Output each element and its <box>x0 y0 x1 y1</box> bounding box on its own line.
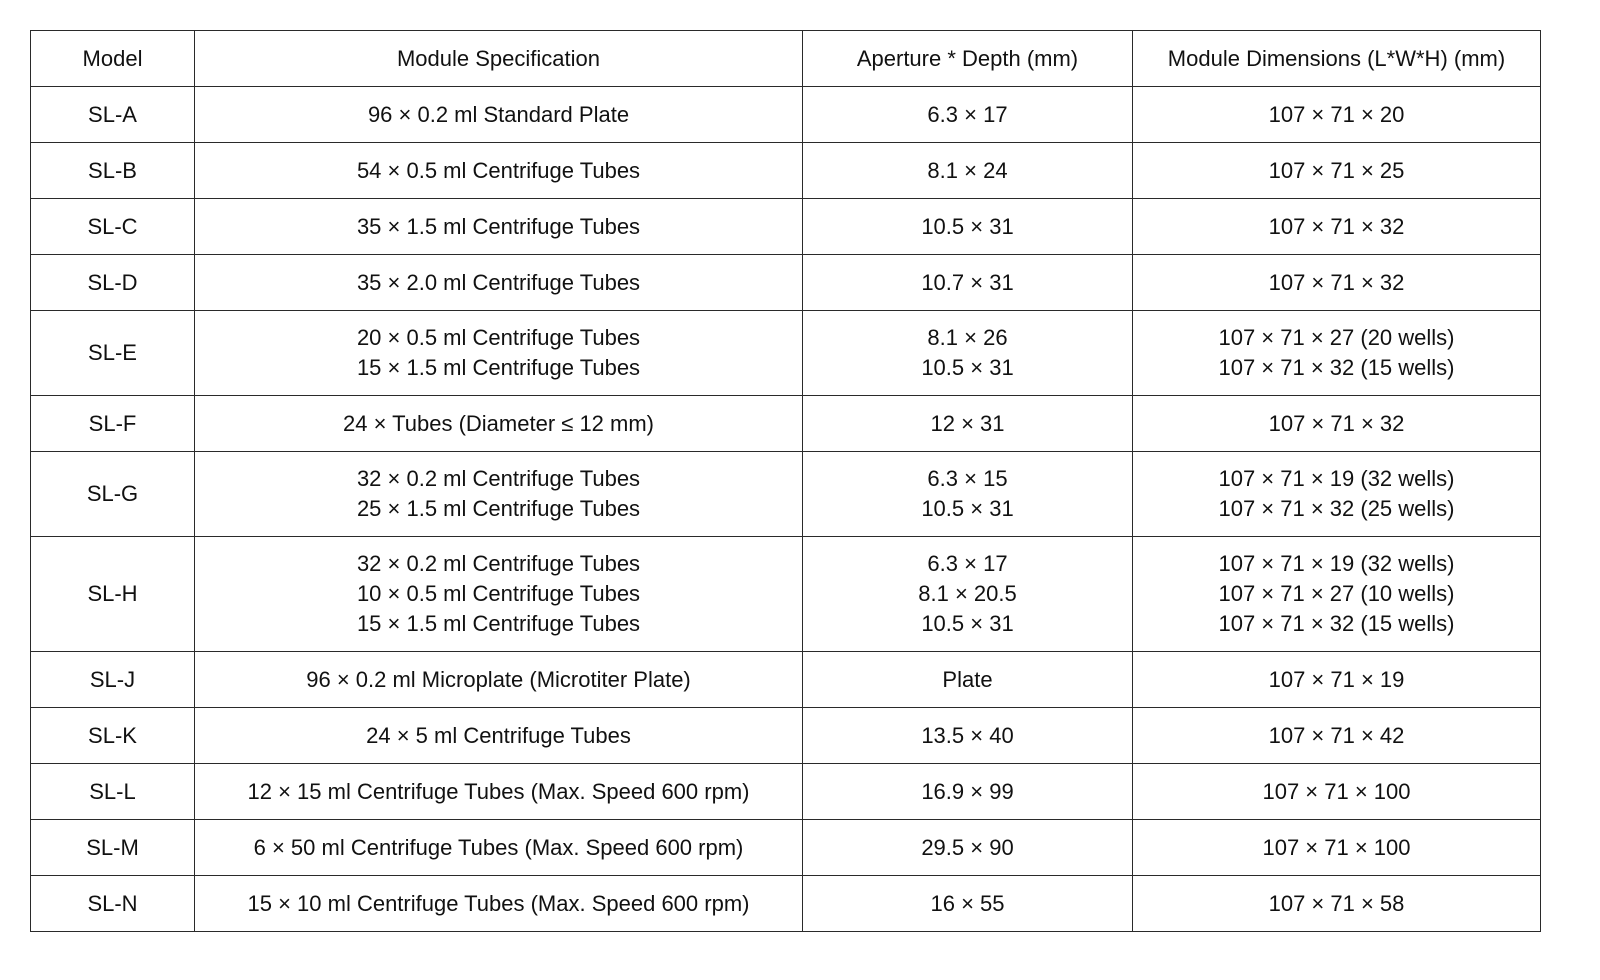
cell-model: SL-N <box>31 876 195 932</box>
cell-spec <box>195 255 803 311</box>
cell-aperture-line: 10.5 × 31 <box>921 496 1014 521</box>
header-spec: Module Specification <box>195 31 803 87</box>
cell-model: SL-A <box>31 87 195 143</box>
cell-dimensions-line: 107 × 71 × 32 <box>1268 410 1405 436</box>
cell-spec <box>195 708 803 764</box>
header-model: Model <box>31 31 195 87</box>
cell-aperture <box>803 820 1133 876</box>
cell-dimensions <box>1133 820 1541 876</box>
cell-spec-line: 15 × 1.5 ml Centrifuge Tubes <box>356 355 641 380</box>
cell-dimensions-line: 107 × 71 × 32 (25 wells) <box>1218 496 1455 521</box>
cell-aperture-line: 16.9 × 99 <box>921 778 1014 804</box>
cell-model: SL-D <box>31 255 195 311</box>
table-row <box>31 311 1541 396</box>
cell-aperture-line: 10.7 × 31 <box>921 269 1014 295</box>
cell-dimensions-line: 107 × 71 × 19 (32 wells) <box>1218 466 1455 491</box>
cell-spec <box>195 311 803 396</box>
cell-dimensions-line: 107 × 71 × 32 <box>1268 213 1405 239</box>
cell-spec-line: 96 × 0.2 ml Microplate (Microtiter Plate) <box>306 666 691 692</box>
cell-dimensions-line: 107 × 71 × 58 <box>1268 890 1405 916</box>
cell-dimensions <box>1133 396 1541 452</box>
table-row <box>31 452 1541 537</box>
cell-spec-line: 15 × 10 ml Centrifuge Tubes (Max. Speed 600 rpm) <box>247 890 750 916</box>
module-spec-table <box>30 30 1541 932</box>
table-row <box>31 708 1541 764</box>
cell-spec <box>195 452 803 537</box>
cell-spec-line: 6 × 50 ml Centrifuge Tubes (Max. Speed 600 rpm) <box>253 834 744 860</box>
cell-model: SL-B <box>31 143 195 199</box>
cell-spec <box>195 876 803 932</box>
cell-aperture-line: 13.5 × 40 <box>921 722 1014 748</box>
cell-aperture <box>803 537 1133 652</box>
cell-spec <box>195 764 803 820</box>
cell-model: SL-M <box>31 820 195 876</box>
cell-dimensions-line: 107 × 71 × 42 <box>1268 722 1405 748</box>
cell-aperture <box>803 396 1133 452</box>
table-row <box>31 876 1541 932</box>
cell-dimensions-line: 107 × 71 × 100 <box>1262 834 1411 860</box>
table-row <box>31 396 1541 452</box>
cell-aperture <box>803 143 1133 199</box>
cell-aperture <box>803 876 1133 932</box>
cell-dimensions-line: 107 × 71 × 32 (15 wells) <box>1218 355 1455 380</box>
cell-aperture <box>803 452 1133 537</box>
cell-aperture-line: 8.1 × 20.5 <box>918 581 1017 606</box>
cell-dimensions <box>1133 255 1541 311</box>
table-row <box>31 537 1541 652</box>
table-row <box>31 87 1541 143</box>
cell-dimensions <box>1133 537 1541 652</box>
cell-aperture-line: 10.5 × 31 <box>921 611 1014 636</box>
cell-aperture-line: 8.1 × 26 <box>927 325 1008 350</box>
cell-spec-line: 15 × 1.5 ml Centrifuge Tubes <box>356 611 641 636</box>
cell-spec-line: 25 × 1.5 ml Centrifuge Tubes <box>356 496 641 521</box>
header-dimensions: Module Dimensions (L*W*H) (mm) <box>1133 31 1541 87</box>
cell-aperture <box>803 255 1133 311</box>
cell-aperture-line: 10.5 × 31 <box>921 213 1014 239</box>
cell-dimensions <box>1133 311 1541 396</box>
cell-aperture-line: 8.1 × 24 <box>927 157 1008 183</box>
cell-model: SL-G <box>31 452 195 537</box>
cell-aperture <box>803 708 1133 764</box>
cell-dimensions-line: 107 × 71 × 100 <box>1262 778 1411 804</box>
cell-aperture-line: Plate <box>942 666 993 692</box>
cell-dimensions <box>1133 652 1541 708</box>
cell-model: SL-E <box>31 311 195 396</box>
cell-spec <box>195 820 803 876</box>
cell-spec-line: 35 × 2.0 ml Centrifuge Tubes <box>356 269 641 295</box>
cell-dimensions-line: 107 × 71 × 32 (15 wells) <box>1218 611 1455 636</box>
cell-spec <box>195 537 803 652</box>
cell-dimensions-line: 107 × 71 × 27 (10 wells) <box>1218 581 1455 606</box>
table-row <box>31 199 1541 255</box>
cell-dimensions-line: 107 × 71 × 19 <box>1268 666 1405 692</box>
cell-model: SL-L <box>31 764 195 820</box>
header-aperture: Aperture * Depth (mm) <box>803 31 1133 87</box>
cell-spec-line: 54 × 0.5 ml Centrifuge Tubes <box>356 157 641 183</box>
cell-spec <box>195 143 803 199</box>
cell-dimensions <box>1133 876 1541 932</box>
table-header-row <box>31 31 1541 87</box>
table-row <box>31 255 1541 311</box>
cell-aperture <box>803 87 1133 143</box>
table-row <box>31 764 1541 820</box>
cell-aperture <box>803 199 1133 255</box>
cell-dimensions-line: 107 × 71 × 27 (20 wells) <box>1218 325 1455 350</box>
cell-aperture-line: 6.3 × 17 <box>927 101 1008 127</box>
cell-dimensions <box>1133 87 1541 143</box>
cell-model: SL-C <box>31 199 195 255</box>
cell-dimensions <box>1133 708 1541 764</box>
cell-spec-line: 10 × 0.5 ml Centrifuge Tubes <box>356 581 641 606</box>
cell-aperture <box>803 652 1133 708</box>
cell-spec <box>195 396 803 452</box>
cell-spec-line: 12 × 15 ml Centrifuge Tubes (Max. Speed 600 rpm) <box>247 778 750 804</box>
cell-aperture-line: 16 × 55 <box>930 890 1005 916</box>
cell-aperture-line: 10.5 × 31 <box>921 355 1014 380</box>
cell-dimensions <box>1133 452 1541 537</box>
cell-spec-line: 24 × Tubes (Diameter ≤ 12 mm) <box>342 410 655 436</box>
cell-spec <box>195 652 803 708</box>
cell-dimensions-line: 107 × 71 × 25 <box>1268 157 1405 183</box>
table-row <box>31 143 1541 199</box>
cell-aperture-line: 6.3 × 15 <box>927 466 1008 491</box>
cell-spec-line: 24 × 5 ml Centrifuge Tubes <box>366 722 631 748</box>
cell-aperture <box>803 311 1133 396</box>
cell-model: SL-K <box>31 708 195 764</box>
cell-spec-line: 20 × 0.5 ml Centrifuge Tubes <box>356 325 641 350</box>
cell-aperture-line: 12 × 31 <box>930 410 1005 436</box>
cell-aperture-line: 29.5 × 90 <box>921 834 1014 860</box>
table-row <box>31 652 1541 708</box>
cell-dimensions <box>1133 143 1541 199</box>
cell-spec <box>195 87 803 143</box>
cell-dimensions-line: 107 × 71 × 20 <box>1268 101 1405 127</box>
cell-spec-line: 32 × 0.2 ml Centrifuge Tubes <box>356 466 641 491</box>
cell-model: SL-J <box>31 652 195 708</box>
cell-dimensions <box>1133 764 1541 820</box>
cell-model: SL-F <box>31 396 195 452</box>
table-body <box>31 87 1541 932</box>
cell-aperture-line: 6.3 × 17 <box>927 551 1008 576</box>
cell-spec-line: 96 × 0.2 ml Standard Plate <box>367 101 630 127</box>
cell-aperture <box>803 764 1133 820</box>
cell-spec <box>195 199 803 255</box>
cell-dimensions <box>1133 199 1541 255</box>
cell-spec-line: 35 × 1.5 ml Centrifuge Tubes <box>356 213 641 239</box>
table-row <box>31 820 1541 876</box>
cell-dimensions-line: 107 × 71 × 19 (32 wells) <box>1218 551 1455 576</box>
cell-spec-line: 32 × 0.2 ml Centrifuge Tubes <box>356 551 641 576</box>
cell-model: SL-H <box>31 537 195 652</box>
cell-dimensions-line: 107 × 71 × 32 <box>1268 269 1405 295</box>
